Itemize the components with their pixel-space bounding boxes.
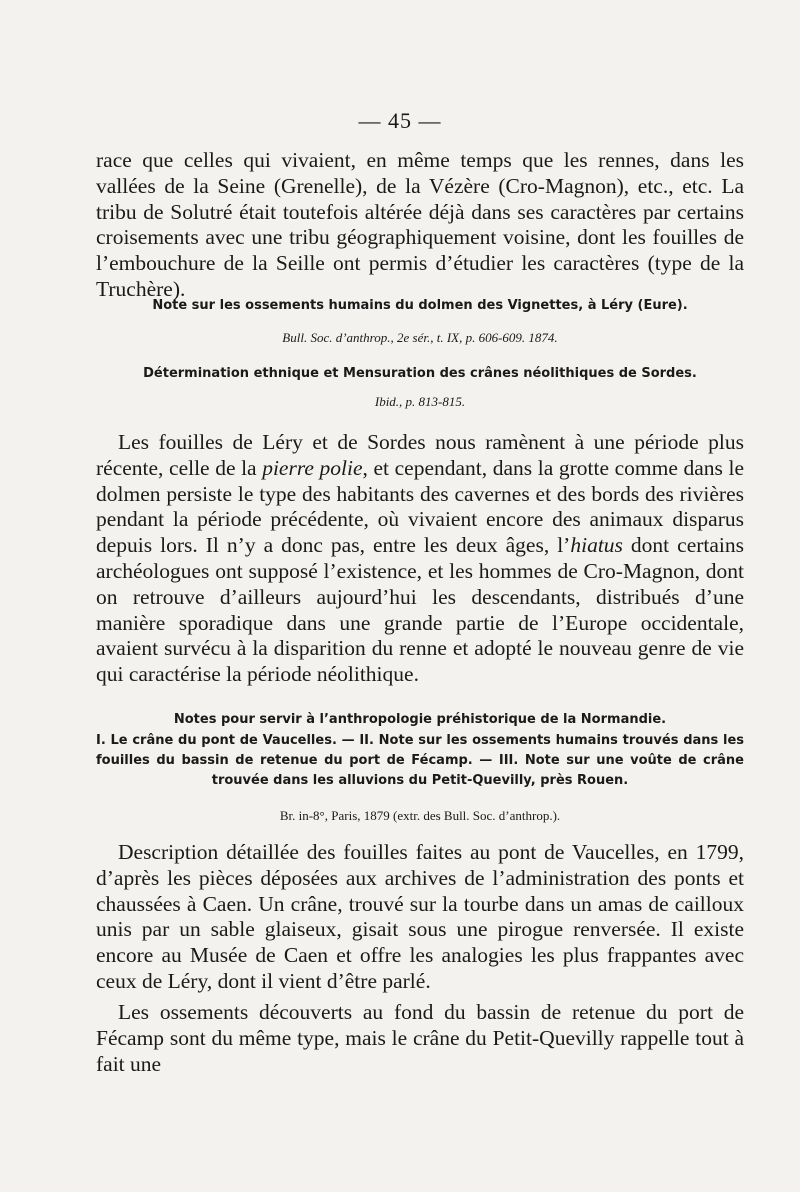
heading-normandie-subtitles: I. Le crâne du pont de Vaucelles. — II. Note sur les ossements humains trouvés dans les fouilles du bassin de retenue du port de Fécamp. — III. Note sur une voûte de crâne trouvée dans les alluvions du Petit-Quevilly, près Rouen. <box>96 733 744 788</box>
para2-part3: dont certains archéologues ont supposé l’existence, et les hommes de Cro-Magnon, dont on retrouve d’ailleurs aujourd’hui les descendants, distribués d’une manière sporadique dans une grande partie de l’Europe occidentale, avaient survécu à la disparition du renne et adopté le nouveau genre de vie qui caractérise la période néolithique. <box>96 533 745 687</box>
para2-italic-pierre-polie: pierre polie <box>262 455 363 480</box>
para2-part1: Les fouilles de Léry et de Sordes nous ramènent à une période plus récente, celle de la <box>96 430 744 480</box>
paragraph-lery-sordes <box>96 430 744 688</box>
reference-ibid-text: Ibid., p. 813-815. <box>374 394 466 409</box>
paragraph-vaucelles: Description détaillée des fouilles faites au pont de Vaucelles, en 1799, d’après les pièces déposées aux archives de l’administration des ponts et chaussées à Caen. Un crâne, trouvé sur la tourbe dans un amas de cailloux unis par un sable glaiseux, gisait sous une pirogue renversée. Il existe encore au Musée de Caen et offre les analogies les plus frappantes avec ceux de Léry, dont il vient d’être parlé. <box>96 840 744 993</box>
page-number: — 45 — <box>358 108 442 133</box>
paragraph-solutre: race que celles qui vivaient, en même temps que les rennes, dans les vallées de la Seine (Grenelle), de la Vézère (Cro-Magnon), etc., etc. La tribu de Solutré était toutefois altérée déjà dans ses caractères par certains croisements avec une tribu géographiquement voisine, dont les fouilles de l’embouchure de la Seille ont permis d’étudier les caractères (type de la Truchère). <box>96 148 744 301</box>
paragraph-fecamp: Les ossements découverts au fond du bassin de retenue du port de Fécamp sont du même type, mais le crâne du Petit-Quevilly rappelle tout à fait une <box>96 1000 744 1076</box>
para2-italic-hiatus: hiatus <box>570 533 623 558</box>
reference-br-in8: Br. in-8°, Paris, 1879 (extr. des Bull. Soc. d’anthrop.). <box>279 808 561 823</box>
heading-lery-note: Note sur les ossements humains du dolmen des Vignettes, à Léry (Eure). <box>152 298 688 313</box>
heading-normandie-title: Notes pour servir à l’anthropologie préhistorique de la Normandie. <box>173 712 667 727</box>
reference-bull-soc-text: Bull. Soc. d’anthrop., 2e sér., t. IX, p. 606-609. 1874. <box>282 330 558 345</box>
reference-ibid <box>96 392 744 412</box>
heading-sordes: Détermination ethnique et Mensuration des crânes néolithiques de Sordes. <box>143 366 697 381</box>
para2-part2: , et cependant, dans la grotte comme dans le dolmen persiste le type des habitants des cavernes et des bords des rivières pendant la période précédente, où vivaient encore des animaux disparus depuis lors. Il n’y a donc pas, entre les deux âges, l’ <box>96 455 744 558</box>
reference-bull-soc <box>96 328 744 348</box>
